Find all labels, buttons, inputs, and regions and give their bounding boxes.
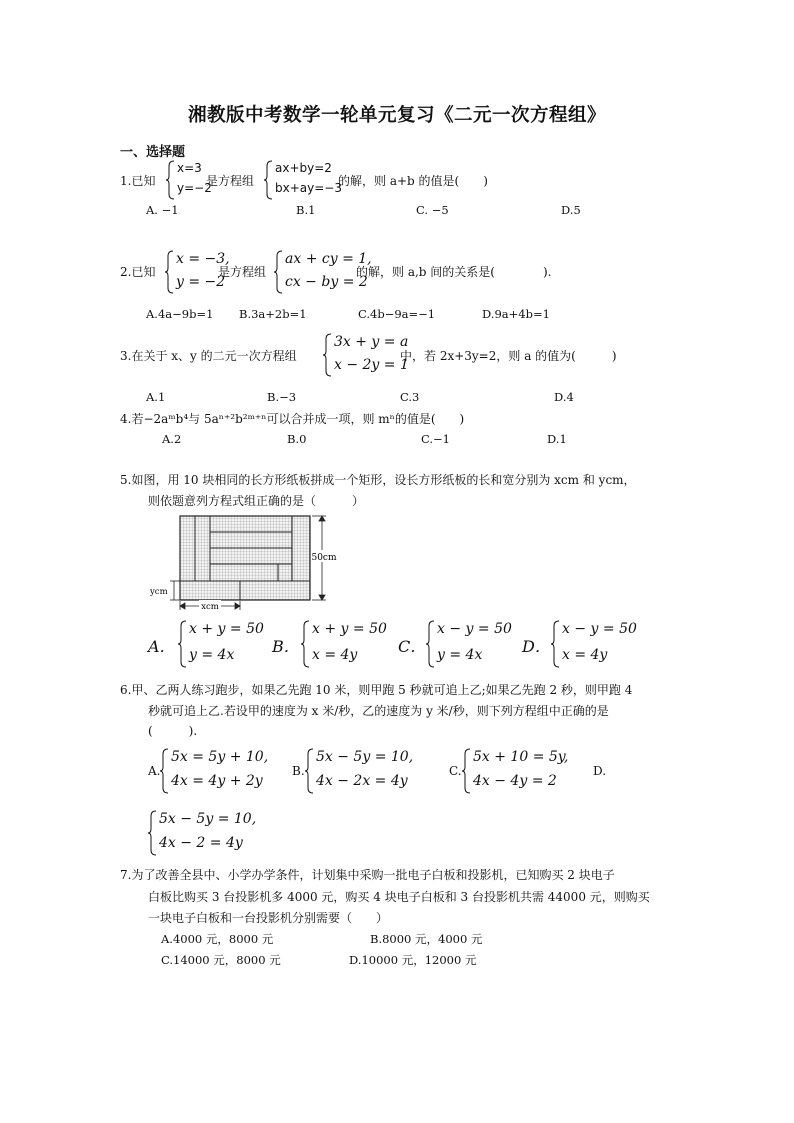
q2-given-line-1: x = −3, (176, 251, 230, 267)
q2-option-d[interactable]: D.9a+4b=1 (482, 307, 550, 321)
q2-mid: 是方程组 (218, 265, 267, 279)
q1-suffix: 的解，则 a+b 的值是( ) (338, 174, 488, 188)
q5-option-b-system (301, 620, 391, 668)
q7-line-1: 7.为了改善全县中、小学办学条件，计划集中采购一批电子白板和投影机，已知购买 2 块电子 (120, 868, 615, 882)
q6-option-d-label: D. (593, 764, 607, 778)
q1-system (264, 160, 344, 200)
q5-option-d-label: D． (522, 637, 551, 656)
q2-prefix: 2.已知 (120, 265, 156, 279)
q6-line-1: 6.甲、乙两人练习跑步，如果乙先跑 10 米，则甲跑 5 秒就可追上乙;如果乙先跑 2 秒，则甲跑 4 (120, 683, 633, 697)
figure-width-label: ycm (150, 587, 168, 597)
q6-a-line-2: 4x = 4y + 2y (171, 773, 263, 789)
figure-length-label: xcm (201, 602, 219, 612)
q3-option-a[interactable]: A.1 (146, 390, 166, 404)
q4-text: 4.若−2aᵐb⁴与 5aⁿ⁺²b²ᵐ⁺ⁿ可以合并成一项，则 mⁿ的值是( ) (120, 412, 465, 426)
brace-icon (301, 620, 311, 668)
q6-option-a-system (160, 748, 270, 794)
q5-d-line-1: x − y = 50 (562, 621, 637, 637)
q6-option-c-label: C. (449, 764, 462, 778)
q1-option-b[interactable]: B.1 (296, 203, 316, 217)
brace-icon (274, 250, 284, 294)
brace-icon (462, 748, 472, 794)
q5-c-line-1: x − y = 50 (437, 621, 512, 637)
q1-option-c[interactable]: C. −5 (416, 203, 449, 217)
q2-system-line-2: cx − by = 2 (285, 274, 368, 290)
q5-a-line-1: x + y = 50 (189, 621, 264, 637)
q1-given-line-2: y=−2 (177, 181, 212, 195)
q1-option-a[interactable]: A. −1 (146, 203, 179, 217)
q2-system (274, 250, 372, 294)
q6-a-line-1: 5x = 5y + 10, (171, 749, 269, 765)
q6-line-2: 秒就可追上乙.若设甲的速度为 x 米/秒，乙的速度为 y 米/秒，则下列方程组中正确的是 (148, 704, 609, 718)
brace-icon (165, 250, 175, 294)
page-title: 湘教版中考数学一轮单元复习《二元一次方程组》 (187, 105, 606, 126)
brace-icon (166, 160, 176, 200)
q3-system (323, 333, 409, 377)
brace-icon (178, 620, 188, 668)
q2-system-line-1: ax + cy = 1, (285, 251, 372, 267)
q6-line-3: ( ). (148, 724, 198, 738)
q6-c-line-2: 4x − 4y = 2 (473, 773, 557, 789)
q2-given-line-2: y = −2 (176, 274, 226, 290)
brace-icon (148, 810, 158, 856)
q1-mid: 是方程组 (206, 174, 255, 188)
figure-outer-rect (180, 516, 310, 600)
q2-given-system (165, 250, 230, 294)
brace-icon (264, 160, 274, 200)
brace-icon (323, 333, 333, 377)
q1-option-d[interactable]: D.5 (561, 203, 581, 217)
q6-b-line-2: 4x − 2x = 4y (316, 773, 408, 789)
brace-icon (305, 748, 315, 794)
q5-b-line-2: x = 4y (312, 647, 358, 663)
q3-system-line-1: 3x + y = a (334, 334, 409, 350)
q6-c-line-1: 5x + 10 = 5y, (473, 749, 569, 765)
q1-given-line-1: x=3 (177, 161, 202, 175)
rectangle-figure (150, 512, 350, 616)
q5-a-line-2: y = 4x (189, 647, 235, 663)
section-heading: 一、选择题 (120, 145, 186, 160)
q3-suffix: 中，若 2x+3y=2，则 a 的值为( ) (400, 349, 617, 363)
q5-option-a-label: A． (148, 637, 176, 656)
q6-d-line-2: 4x − 2 = 4y (159, 835, 243, 851)
q4-option-b[interactable]: B.0 (287, 432, 307, 446)
q4-option-a[interactable]: A.2 (162, 432, 182, 446)
q3-prefix: 3.在关于 x、y 的二元一次方程组 (120, 349, 297, 363)
q4-option-c[interactable]: C.−1 (421, 432, 450, 446)
figure-height-label: 50cm (311, 553, 337, 563)
q6-option-a-label: A. (148, 764, 161, 778)
brace-icon (551, 620, 561, 668)
q7-option-c[interactable]: C.14000 元，8000 元 (161, 953, 281, 967)
q6-b-line-1: 5x − 5y = 10, (316, 749, 414, 765)
q4-option-d[interactable]: D.1 (547, 432, 567, 446)
q7-line-2: 白板比购买 3 台投影机多 4000 元，购买 4 块电子白板和 3 台投影机共需 44000 元，则购买 (148, 890, 650, 904)
q5-option-a-system (178, 620, 268, 668)
q5-line-2: 则依题意列方程式组正确的是（ ） (148, 494, 365, 508)
q5-d-line-2: x = 4y (562, 647, 608, 663)
q5-option-b-label: B． (272, 637, 300, 656)
q6-option-c-system (462, 748, 572, 794)
q7-option-a[interactable]: A.4000 元，8000 元 (161, 932, 274, 946)
q3-system-line-2: x − 2y = 1 (334, 357, 409, 373)
q6-option-b-system (305, 748, 415, 794)
brace-icon (160, 748, 170, 794)
q5-line-1: 5.如图，用 10 块相同的长方形纸板拼成一个矩形，设长方形纸板的长和宽分别为 xcm 和 ycm， (120, 473, 636, 487)
q6-option-b-label: B. (292, 764, 305, 778)
q5-option-d-system (551, 620, 641, 668)
q3-option-c[interactable]: C.3 (400, 390, 420, 404)
q7-option-b[interactable]: B.8000 元，4000 元 (370, 932, 483, 946)
q7-option-d[interactable]: D.10000 元，12000 元 (349, 953, 477, 967)
q6-d-line-1: 5x − 5y = 10, (159, 811, 257, 827)
q1-prefix: 1.已知 (120, 174, 156, 188)
q2-option-c[interactable]: C.4b−9a=−1 (358, 307, 436, 321)
brace-icon (426, 620, 436, 668)
q6-option-d-system (148, 810, 258, 856)
q1-system-line-2: bx+ay=−3 (275, 181, 342, 195)
q5-option-c-label: C． (398, 637, 427, 656)
q5-b-line-1: x + y = 50 (312, 621, 387, 637)
q1-system-line-1: ax+by=2 (275, 161, 332, 175)
q3-option-b[interactable]: B.−3 (267, 390, 297, 404)
q2-suffix: 的解，则 a,b 间的关系是( ). (356, 265, 552, 279)
q7-line-3: 一块电子白板和一台投影机分别需要（ ） (148, 911, 389, 925)
q2-option-b[interactable]: B.3a+2b=1 (239, 307, 307, 321)
q5-option-c-system (426, 620, 516, 668)
q2-option-a[interactable]: A.4a−9b=1 (146, 307, 214, 321)
q3-option-d[interactable]: D.4 (554, 390, 574, 404)
q5-c-line-2: y = 4x (437, 647, 483, 663)
